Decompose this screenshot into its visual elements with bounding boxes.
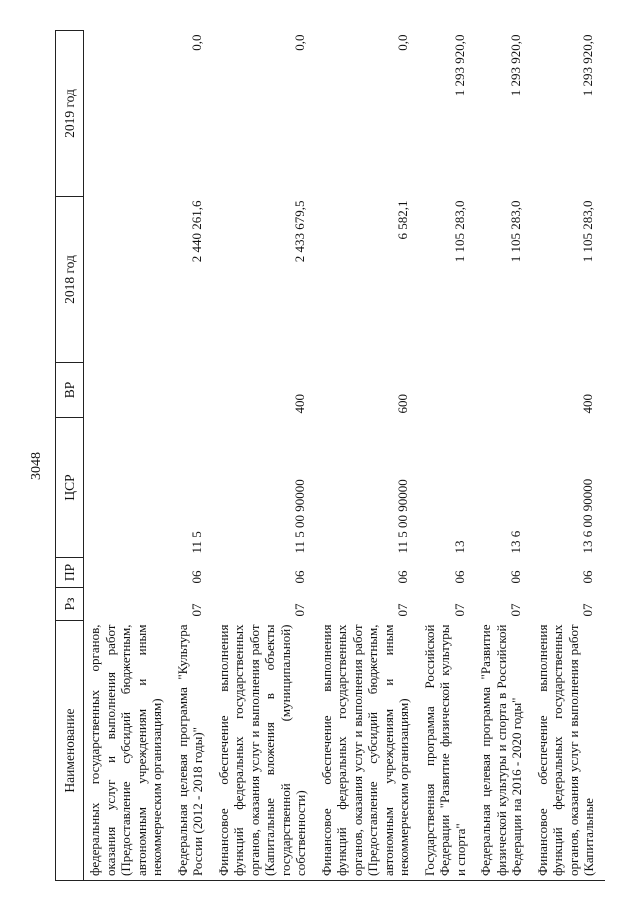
cell-pr: 06 bbox=[508, 570, 523, 584]
column-header-pr: ПР bbox=[56, 558, 84, 588]
table-row bbox=[533, 31, 605, 881]
cell-2019: 1 293 920,0 bbox=[508, 34, 523, 97]
cell-pr: 06 bbox=[580, 570, 595, 584]
cell-pr: 06 bbox=[189, 570, 204, 584]
column-header-vr: ВР bbox=[56, 363, 84, 418]
cell-2019: 0,0 bbox=[189, 34, 204, 51]
column-header-name: Наименование bbox=[56, 621, 84, 881]
cell-csr: 11 5 00 90000 bbox=[292, 479, 307, 554]
cell-pr: 06 bbox=[395, 570, 410, 584]
cell-rz: 07 bbox=[508, 603, 523, 617]
table-row bbox=[317, 31, 420, 881]
cell-csr: 13 6 bbox=[508, 530, 523, 554]
cell-2018: 2 433 679,5 bbox=[292, 200, 307, 263]
table-row bbox=[214, 31, 317, 881]
cell-name: Финансовое обеспечение выполнения функций федеральных государственных органов, оказания услуг и выполнения работ (Капитальные вложения в объекты государственной (муниципальной) собственности) bbox=[214, 621, 317, 881]
table-header-row bbox=[56, 31, 84, 881]
cell-2018: 6 582,1 bbox=[395, 200, 410, 240]
cell-vr bbox=[84, 363, 173, 418]
cell-rz bbox=[84, 588, 173, 621]
table-row bbox=[420, 31, 477, 881]
rotated-page-content bbox=[55, 25, 596, 881]
cell-pr: 06 bbox=[451, 570, 467, 584]
cell-vr bbox=[173, 363, 214, 418]
cell-csr: 11 5 00 90000 bbox=[395, 479, 410, 554]
cell-name: Федеральная целевая программа "Культура России (2012 - 2018 годы)" bbox=[173, 621, 214, 881]
cell-vr bbox=[476, 363, 533, 418]
cell-rz: 07 bbox=[395, 603, 410, 617]
cell-csr: 13 bbox=[451, 540, 467, 554]
cell-2018: 1 105 283,0 bbox=[451, 200, 467, 263]
table-row bbox=[476, 31, 533, 881]
cell-pr bbox=[84, 558, 173, 588]
cell-2019: 1 293 920,0 bbox=[451, 34, 467, 97]
budget-table bbox=[55, 30, 605, 881]
cell-vr bbox=[420, 363, 477, 418]
cell-2018: 1 105 283,0 bbox=[508, 200, 523, 263]
cell-2018 bbox=[84, 197, 173, 363]
cell-name: Финансовое обеспечение выполнения функций федеральных государственных органов, оказания услуг и выполнения работ (Предоставление субсидий бюджетным, автономным учреждениям и иным некоммерческим организациям) bbox=[317, 621, 420, 881]
cell-rz: 07 bbox=[292, 603, 307, 617]
cell-rz: 07 bbox=[580, 603, 595, 617]
cell-name: Государственная программа Российской Федерации "Развитие физической культуры и спорта" bbox=[420, 621, 477, 881]
cell-vr: 400 bbox=[580, 394, 595, 414]
cell-name: Федеральная целевая программа "Развитие физической культуры и спорта в Российской Федерации на 2016 - 2020 годы" bbox=[476, 621, 533, 881]
cell-pr: 06 bbox=[292, 570, 307, 584]
cell-vr: 400 bbox=[292, 394, 307, 414]
table-row bbox=[173, 31, 214, 881]
cell-2019: 0,0 bbox=[395, 34, 410, 51]
column-header-2018: 2018 год bbox=[56, 197, 84, 363]
page-number: 3048 bbox=[29, 452, 44, 480]
column-header-2019: 2019 год bbox=[56, 31, 84, 197]
cell-2018: 2 440 261,6 bbox=[189, 200, 204, 263]
cell-name: федеральных государственных органов, оказания услуг и выполнения работ (Предоставление субсидий бюджетным, автономным учреждениям и иным некоммерческим организациям) bbox=[84, 621, 173, 881]
cell-csr bbox=[84, 418, 173, 558]
cell-2018: 1 105 283,0 bbox=[580, 200, 595, 263]
cell-vr: 600 bbox=[395, 394, 410, 414]
cell-2019: 0,0 bbox=[292, 34, 307, 51]
cell-name: Финансовое обеспечение выполнения функций федеральных государственных органов, оказания услуг и выполнения работ (Капитальные bbox=[533, 621, 605, 881]
column-header-csr: ЦСР bbox=[56, 418, 84, 558]
table-row bbox=[84, 31, 173, 881]
cell-csr: 13 6 00 90000 bbox=[580, 478, 595, 554]
cell-rz: 07 bbox=[451, 603, 467, 617]
cell-rz: 07 bbox=[189, 603, 204, 617]
column-header-rz: Рз bbox=[56, 588, 84, 621]
cell-csr: 11 5 bbox=[189, 531, 204, 554]
cell-2019 bbox=[84, 31, 173, 197]
cell-2019: 1 293 920,0 bbox=[580, 34, 595, 97]
